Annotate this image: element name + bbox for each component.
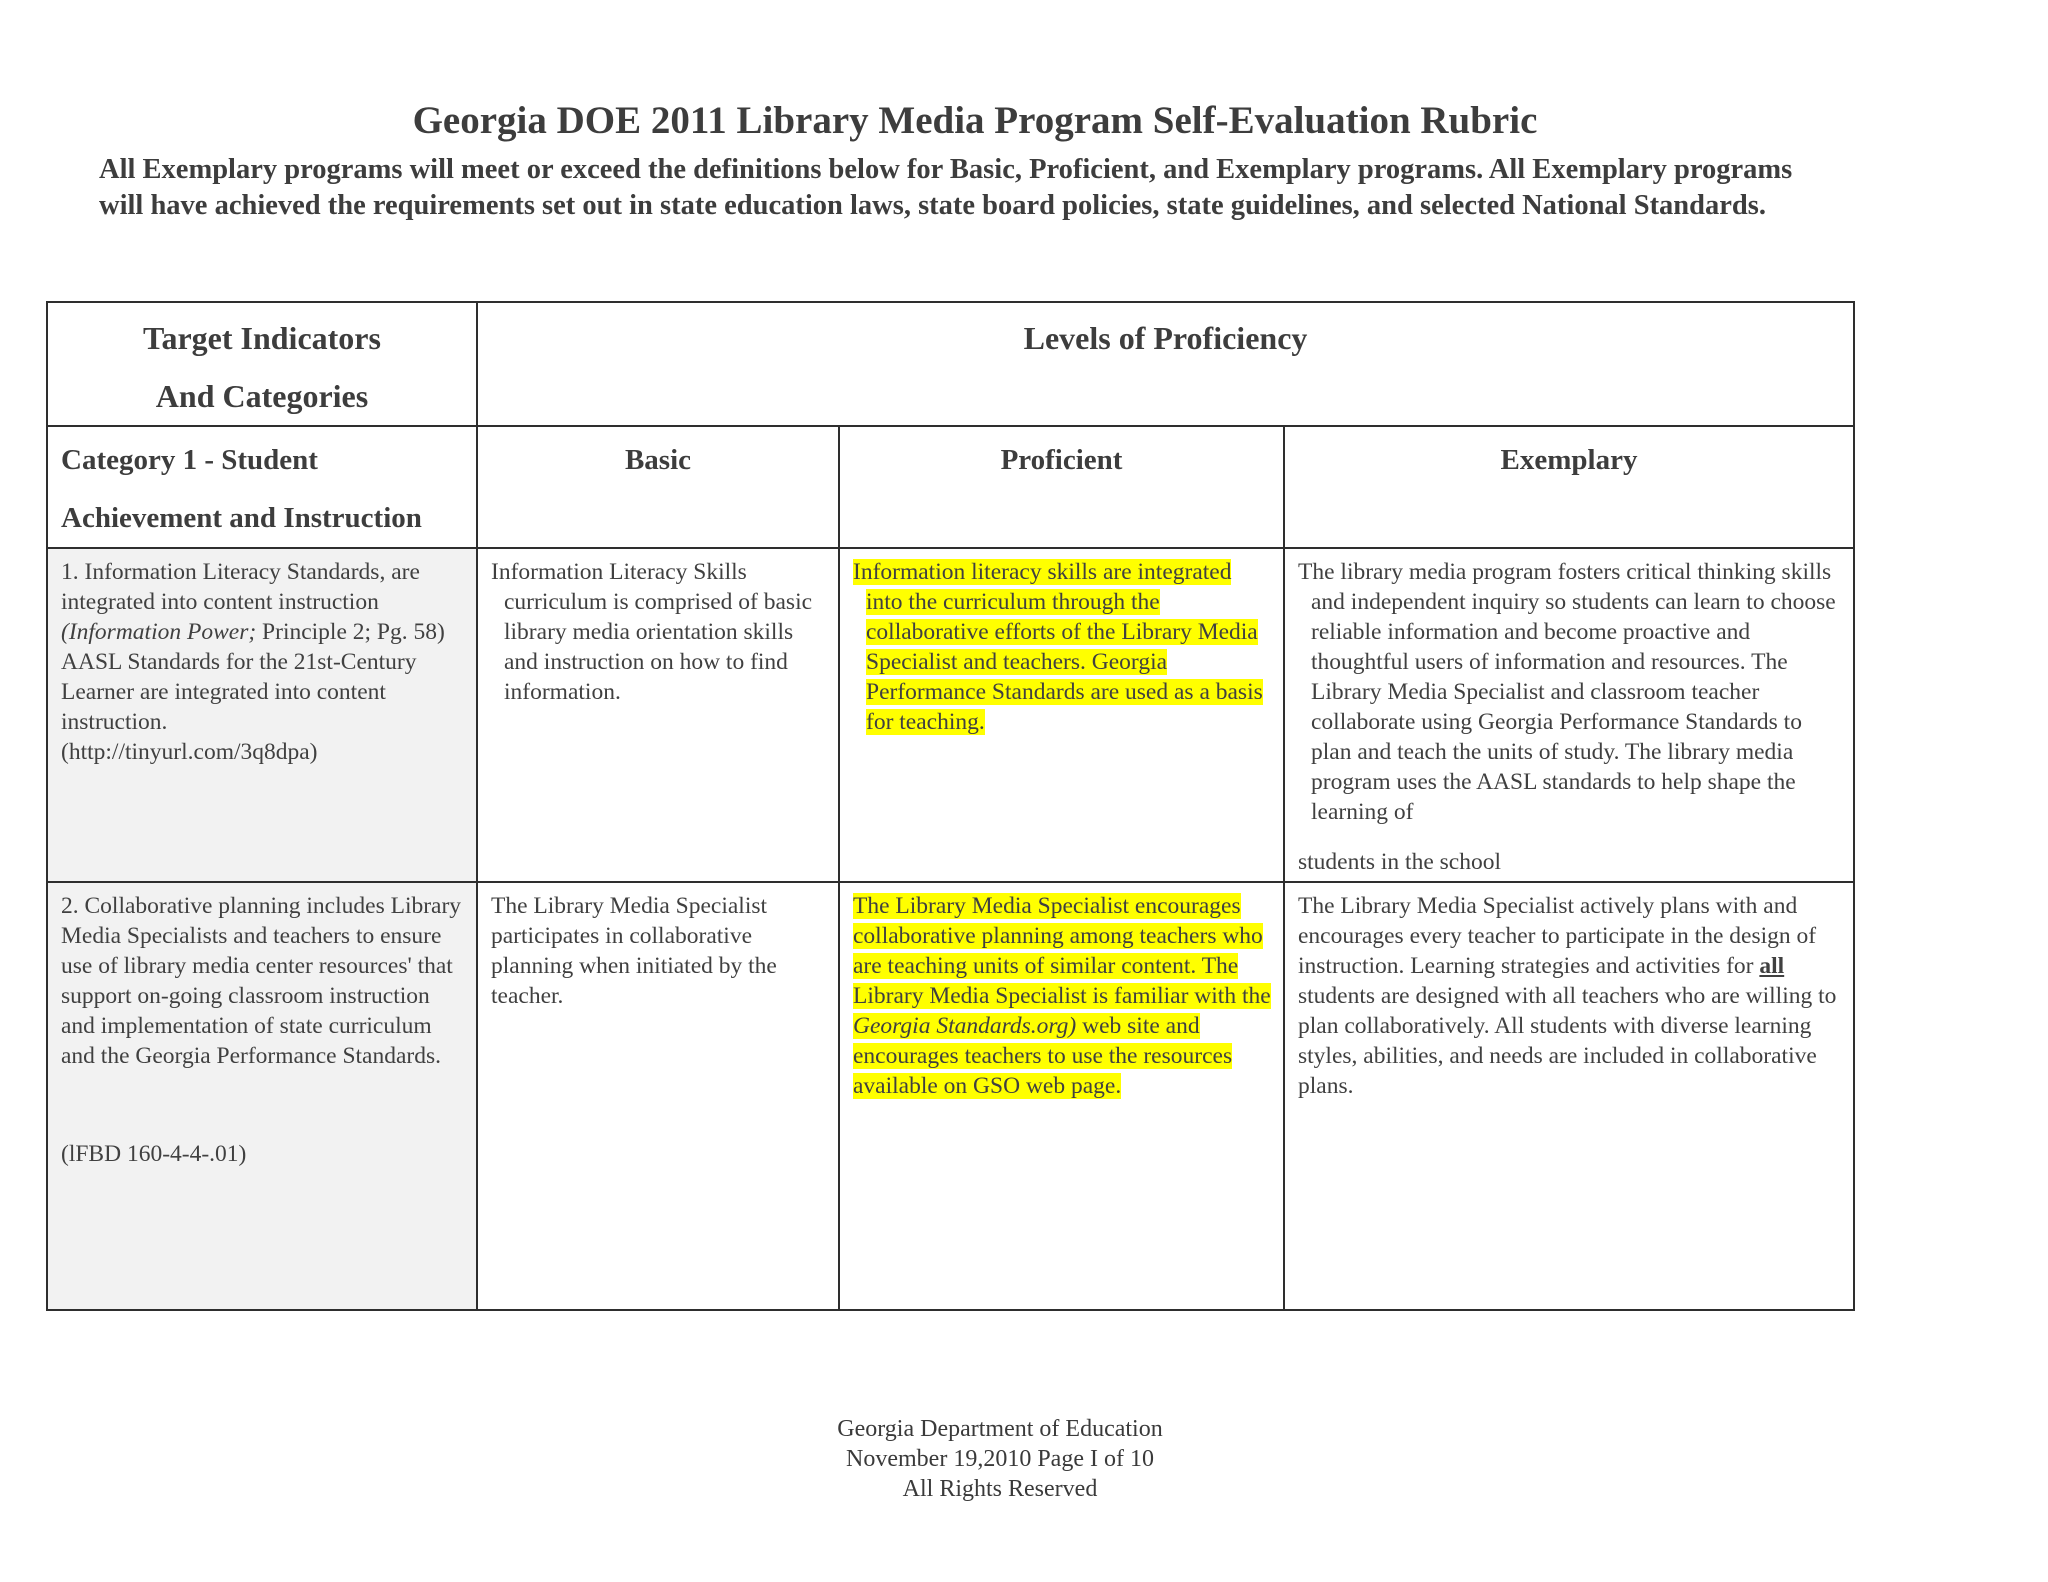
basic-cell — [477, 548, 839, 882]
footer-line1: Georgia Department of Education — [837, 1416, 1163, 1442]
indicator-line-a: 1. Information Literacy Standards, are integrated into content instruction — [61, 559, 420, 615]
proficient-text-b: web site and encourages teachers to use the resources available on GSO web page. — [853, 1013, 1233, 1099]
proficient-text — [840, 883, 1283, 1101]
indicator-cell — [47, 548, 477, 882]
levels-header-label: Levels of Proficiency — [1023, 320, 1308, 356]
page-title: Georgia DOE 2011 Library Media Program Self-Evaluation Rubric — [412, 99, 1538, 142]
category-line1: Category 1 - Student — [61, 444, 318, 476]
indicator-reference: (lFBD 160-4-4-.01) — [61, 1141, 247, 1167]
exemplary-text-b: students are designed with all teachers who are willing to plan collaboratively. All students with diverse learning styles, abilities, and needs are included in collaborative plans. — [1298, 983, 1837, 1099]
indicator-citation-rest: Principle 2; Pg. 58) — [256, 619, 445, 645]
proficient-text — [840, 549, 1283, 737]
header-row — [47, 302, 1854, 426]
table-row — [47, 882, 1854, 1310]
exemplary-text: The library media program fosters critical thinking skills and independent inquiry so students can learn to choose reliable information and become proactive and thoughtful users of information and resources. The Library Media Specialist and classroom teacher collaborate using Georgia Performance Standards to plan and teach the units of study. The library media program uses the AASL standards to help shape the learning of — [1298, 559, 1836, 825]
target-header-line2: And Categories — [155, 378, 369, 414]
category-line2: Achievement and Instruction — [61, 502, 422, 534]
category-header — [47, 426, 477, 548]
proficient-text-italic: Georgia Standards.org) — [853, 1013, 1077, 1039]
exemplary-header: Exemplary — [1284, 426, 1854, 548]
indicator-cell — [47, 882, 477, 1310]
page-footer — [0, 1414, 2000, 1504]
subheader-row — [47, 426, 1854, 548]
highlighted-text: Information literacy skills are integrated into the curriculum through the collaborative efforts of the Library Media Specialist and teachers. Georgia Performance Standards are used as a basis for teaching. — [853, 559, 1263, 735]
highlighted-text — [853, 893, 1271, 1099]
indicator-line-b — [61, 617, 464, 647]
indicator-text: 2. Collaborative planning includes Library Media Specialists and teachers to ensure use of library media center resources' that support on-going classroom instruction and implementation of state curriculum and the Georgia Performance Standards. — [61, 893, 462, 1069]
intro-paragraph: All Exemplary programs will meet or exceed the definitions below for Basic, Proficient, and Exemplary programs. All Exemplary programs will have achieved the requirements set out in state education laws, state board policies, state guidelines, and selected National Standards. — [99, 154, 1793, 221]
exemplary-underlined-word: all — [1759, 953, 1785, 979]
exemplary-text-a: The Library Media Specialist actively plans with and encourages every teacher to participate in the design of instruction. Learning strategies and activities for — [1298, 893, 1817, 979]
levels-of-proficiency-header — [477, 302, 1854, 426]
target-indicators-header — [47, 302, 477, 426]
table-row — [47, 548, 1854, 882]
indicator-citation-italic: (Information Power; — [61, 619, 257, 645]
proficient-header: Proficient — [839, 426, 1284, 548]
proficient-cell — [839, 882, 1284, 1310]
footer-line3: All Rights Reserved — [902, 1476, 1098, 1502]
proficient-text-a: The Library Media Specialist encourages collaborative planning among teachers who are teaching units of similar content. The Library Media Specialist is familiar with the — [853, 893, 1271, 1009]
proficient-cell — [839, 548, 1284, 882]
target-header-line1: Target Indicators — [143, 320, 381, 356]
basic-header: Basic — [477, 426, 839, 548]
indicator-text — [48, 549, 476, 767]
exemplary-cell — [1284, 548, 1854, 882]
rubric-table — [46, 301, 1855, 1311]
basic-text: The Library Media Specialist participates in collaborative planning when initiated by the teacher. — [491, 893, 777, 1009]
exemplary-text — [1285, 883, 1853, 1101]
basic-text: Information Literacy Skills curriculum is comprised of basic library media orientation skills and instruction on how to find information. — [491, 559, 813, 705]
exemplary-cell — [1284, 882, 1854, 1310]
exemplary-last-line: students in the school — [1298, 849, 1501, 875]
basic-cell — [477, 882, 839, 1310]
indicator-line-c: AASL Standards for the 21st-Century Learner are integrated into content instruction. — [61, 649, 417, 735]
footer-line2: November 19,2010 Page I of 10 — [846, 1446, 1154, 1472]
indicator-link: (http://tinyurl.com/3q8dpa) — [61, 739, 318, 765]
